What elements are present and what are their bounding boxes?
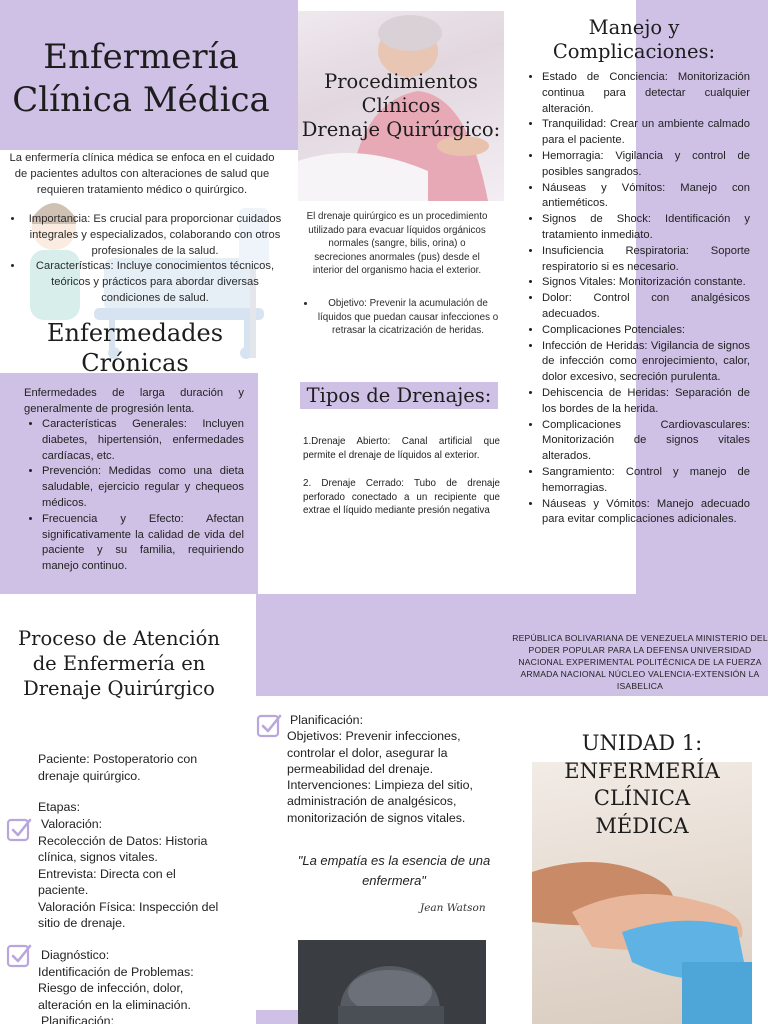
checkbox-valoracion-icon — [6, 816, 32, 842]
planning-label: Planificación: — [290, 713, 364, 727]
management-item: • Tranquilidad: Crear un ambiente calmado para el paciente. — [542, 117, 750, 149]
planning-interventions: Intervenciones: Limpieza del sitio, administración de analgésicos, monitorización de signos vitales. — [287, 778, 473, 825]
management-item: • Complicaciones Cardiovasculares: Monitorización de signos vitales alterados. — [542, 418, 750, 465]
procedures-title — [296, 70, 506, 142]
quote-signature: Jean Watson — [420, 902, 486, 914]
management-item: • Signos Vitales: Monitorización constante. — [542, 275, 750, 291]
intro-bullets — [6, 212, 286, 307]
chronic-intro: Enfermedades de larga duración y generalmente de progresión lenta. — [24, 387, 244, 415]
chronic-bullets — [24, 417, 244, 575]
procedures-title-line1: Procedimientos — [324, 70, 478, 93]
stage-valoracion: Valoración: — [41, 817, 103, 831]
planning-objectives: Objetivos: Prevenir infecciones, controlar el dolor, asegurar la permeabilidad del drenaje. — [287, 729, 461, 776]
management-item: • Estado de Conciencia: Monitorización continua para detectar cualquier alteración. — [542, 70, 750, 117]
stage-valoracion-fisica: Valoración Física: Inspección del sitio de drenaje. — [38, 899, 219, 930]
diagnosis-block — [38, 947, 220, 1024]
nurse-photo — [298, 940, 486, 1024]
procedures-title-line3: Drenaje Quirúrgico: — [301, 118, 501, 141]
chronic-bullet-frequency: • Frecuencia y Efecto: Afectan significativamente la calidad de vida del paciente y su familia, requiriendo manejo continuo. — [42, 512, 244, 575]
stage-recoleccion: Recolección de Datos: Historia clínica, signos vitales. — [38, 833, 208, 864]
checkbox-diagnostico-icon — [6, 942, 32, 968]
intro-paragraph: La enfermería clínica médica se enfoca en el cuidado de pacientes adultos con alteraciones de salud que requieren tratamiento médico o quirúrgico. — [9, 152, 275, 196]
process-title: Proceso de Atención de Enfermería en Drenaje Quirúrgico — [18, 627, 220, 700]
patient-text: Paciente: Postoperatorio con drenaje quirúrgico. — [38, 752, 198, 783]
management-item: • Signos de Shock: Identificación y tratamiento inmediato. — [542, 212, 750, 244]
management-item: • Dolor: Control con analgésicos adecuados. — [542, 291, 750, 323]
stages-block — [38, 816, 220, 932]
drain-types-title: Tipos de Drenajes: — [306, 384, 492, 407]
quote-text: "La empatía es la esencia de una enfermera" — [297, 853, 491, 888]
nurse-photo-art — [298, 940, 486, 1024]
stages-label: Etapas: — [38, 800, 81, 814]
planning-block — [287, 712, 499, 826]
intro-bullet-characteristics: • Características: Incluye conocimientos técnicos, teóricos y prácticos para abordar diversas condiciones de salud. — [24, 259, 286, 306]
drainage-objective: • Objetivo: Prevenir la acumulación de líquidos que puedan causar infecciones o retrasar la cicatrización de heridas. — [316, 297, 500, 338]
chronic-bullet-general: • Características Generales: Incluyen diabetes, hipertensión, enfermedades cardíacas, etc. — [42, 417, 244, 464]
main-title: Enfermería Clínica Médica — [12, 37, 270, 120]
management-item: • Dehiscencia de Heridas: Separación de los bordes de la herida. — [542, 386, 750, 418]
intro-bullet-importance: • Importancia: Es crucial para proporcionar cuidados integrales y especializados, colaborando con otros profesionales de la salud. — [24, 212, 286, 259]
management-title: Manejo y Complicaciones: — [552, 16, 716, 63]
stage-identificacion: Identificación de Problemas: Riesgo de infección, dolor, alteración en la eliminación. — [38, 964, 194, 1012]
management-item: • Insuficiencia Respiratoria: Soporte respiratorio si es necesario. — [542, 244, 750, 276]
chronic-title: Enfermedades Crónicas — [46, 319, 224, 377]
checkbox-planificacion-icon — [256, 712, 282, 738]
institution-text: REPÚBLICA BOLIVARIANA DE VENEZUELA MINISTERIO DEL PODER POPULAR PARA LA DEFENSA UNIVERSIDAD NACIONAL EXPERIMENTAL POLITÉCNICA DE LA FUERZA ARMADA NACIONAL NÚCLEO VALENCIA-EXTENSIÓN LA ISABELICA — [512, 633, 768, 691]
drainage-objective-list — [298, 297, 500, 338]
procedures-title-line2: Clínicos — [361, 94, 441, 117]
chronic-bullet-prevention: • Prevención: Medidas como una dieta saludable, ejercicio regular y chequeos médicos. — [42, 464, 244, 511]
management-item: • Complicaciones Potenciales: — [542, 323, 750, 339]
drainage-definition: El drenaje quirúrgico es un procedimiento utilizado para evacuar líquidos orgánicos normales (sangre, bilis, orina) o secreciones anormales (pus) desde el interior del organismo hacia el exterior. — [306, 211, 488, 276]
drain-type-open: 1.Drenaje Abierto: Canal artificial que permite el drenaje de líquidos al exterior. — [303, 436, 500, 461]
management-item: • Sangramiento: Control y manejo de hemorragias. — [542, 465, 750, 497]
management-item: • Hemorragia: Vigilancia y control de posibles sangrados. — [542, 149, 750, 181]
stage-entrevista: Entrevista: Directa con el paciente. — [38, 866, 176, 897]
drain-type-closed: 2. Drenaje Cerrado: Tubo de drenaje perforado conectado a un recipiente que extrae el líquido mediante presión negativa — [303, 478, 500, 516]
management-item: • Náuseas y Vómitos: Manejo con antieméticos. — [542, 181, 750, 213]
management-item: • Infección de Heridas: Vigilancia de signos de infección como enrojecimiento, calor, dolor excesivo, secreción purulenta. — [542, 339, 750, 386]
unit-title: UNIDAD 1: ENFERMERÍA CLÍNICA MÉDICA — [564, 731, 720, 838]
stage-planificacion: Planificación: — [41, 1014, 115, 1024]
management-item: • Náuseas y Vómitos: Manejo adecuado para evitar complicaciones adicionales. — [542, 497, 750, 529]
stage-diagnostico: Diagnóstico: — [41, 948, 110, 962]
management-list — [524, 70, 750, 528]
